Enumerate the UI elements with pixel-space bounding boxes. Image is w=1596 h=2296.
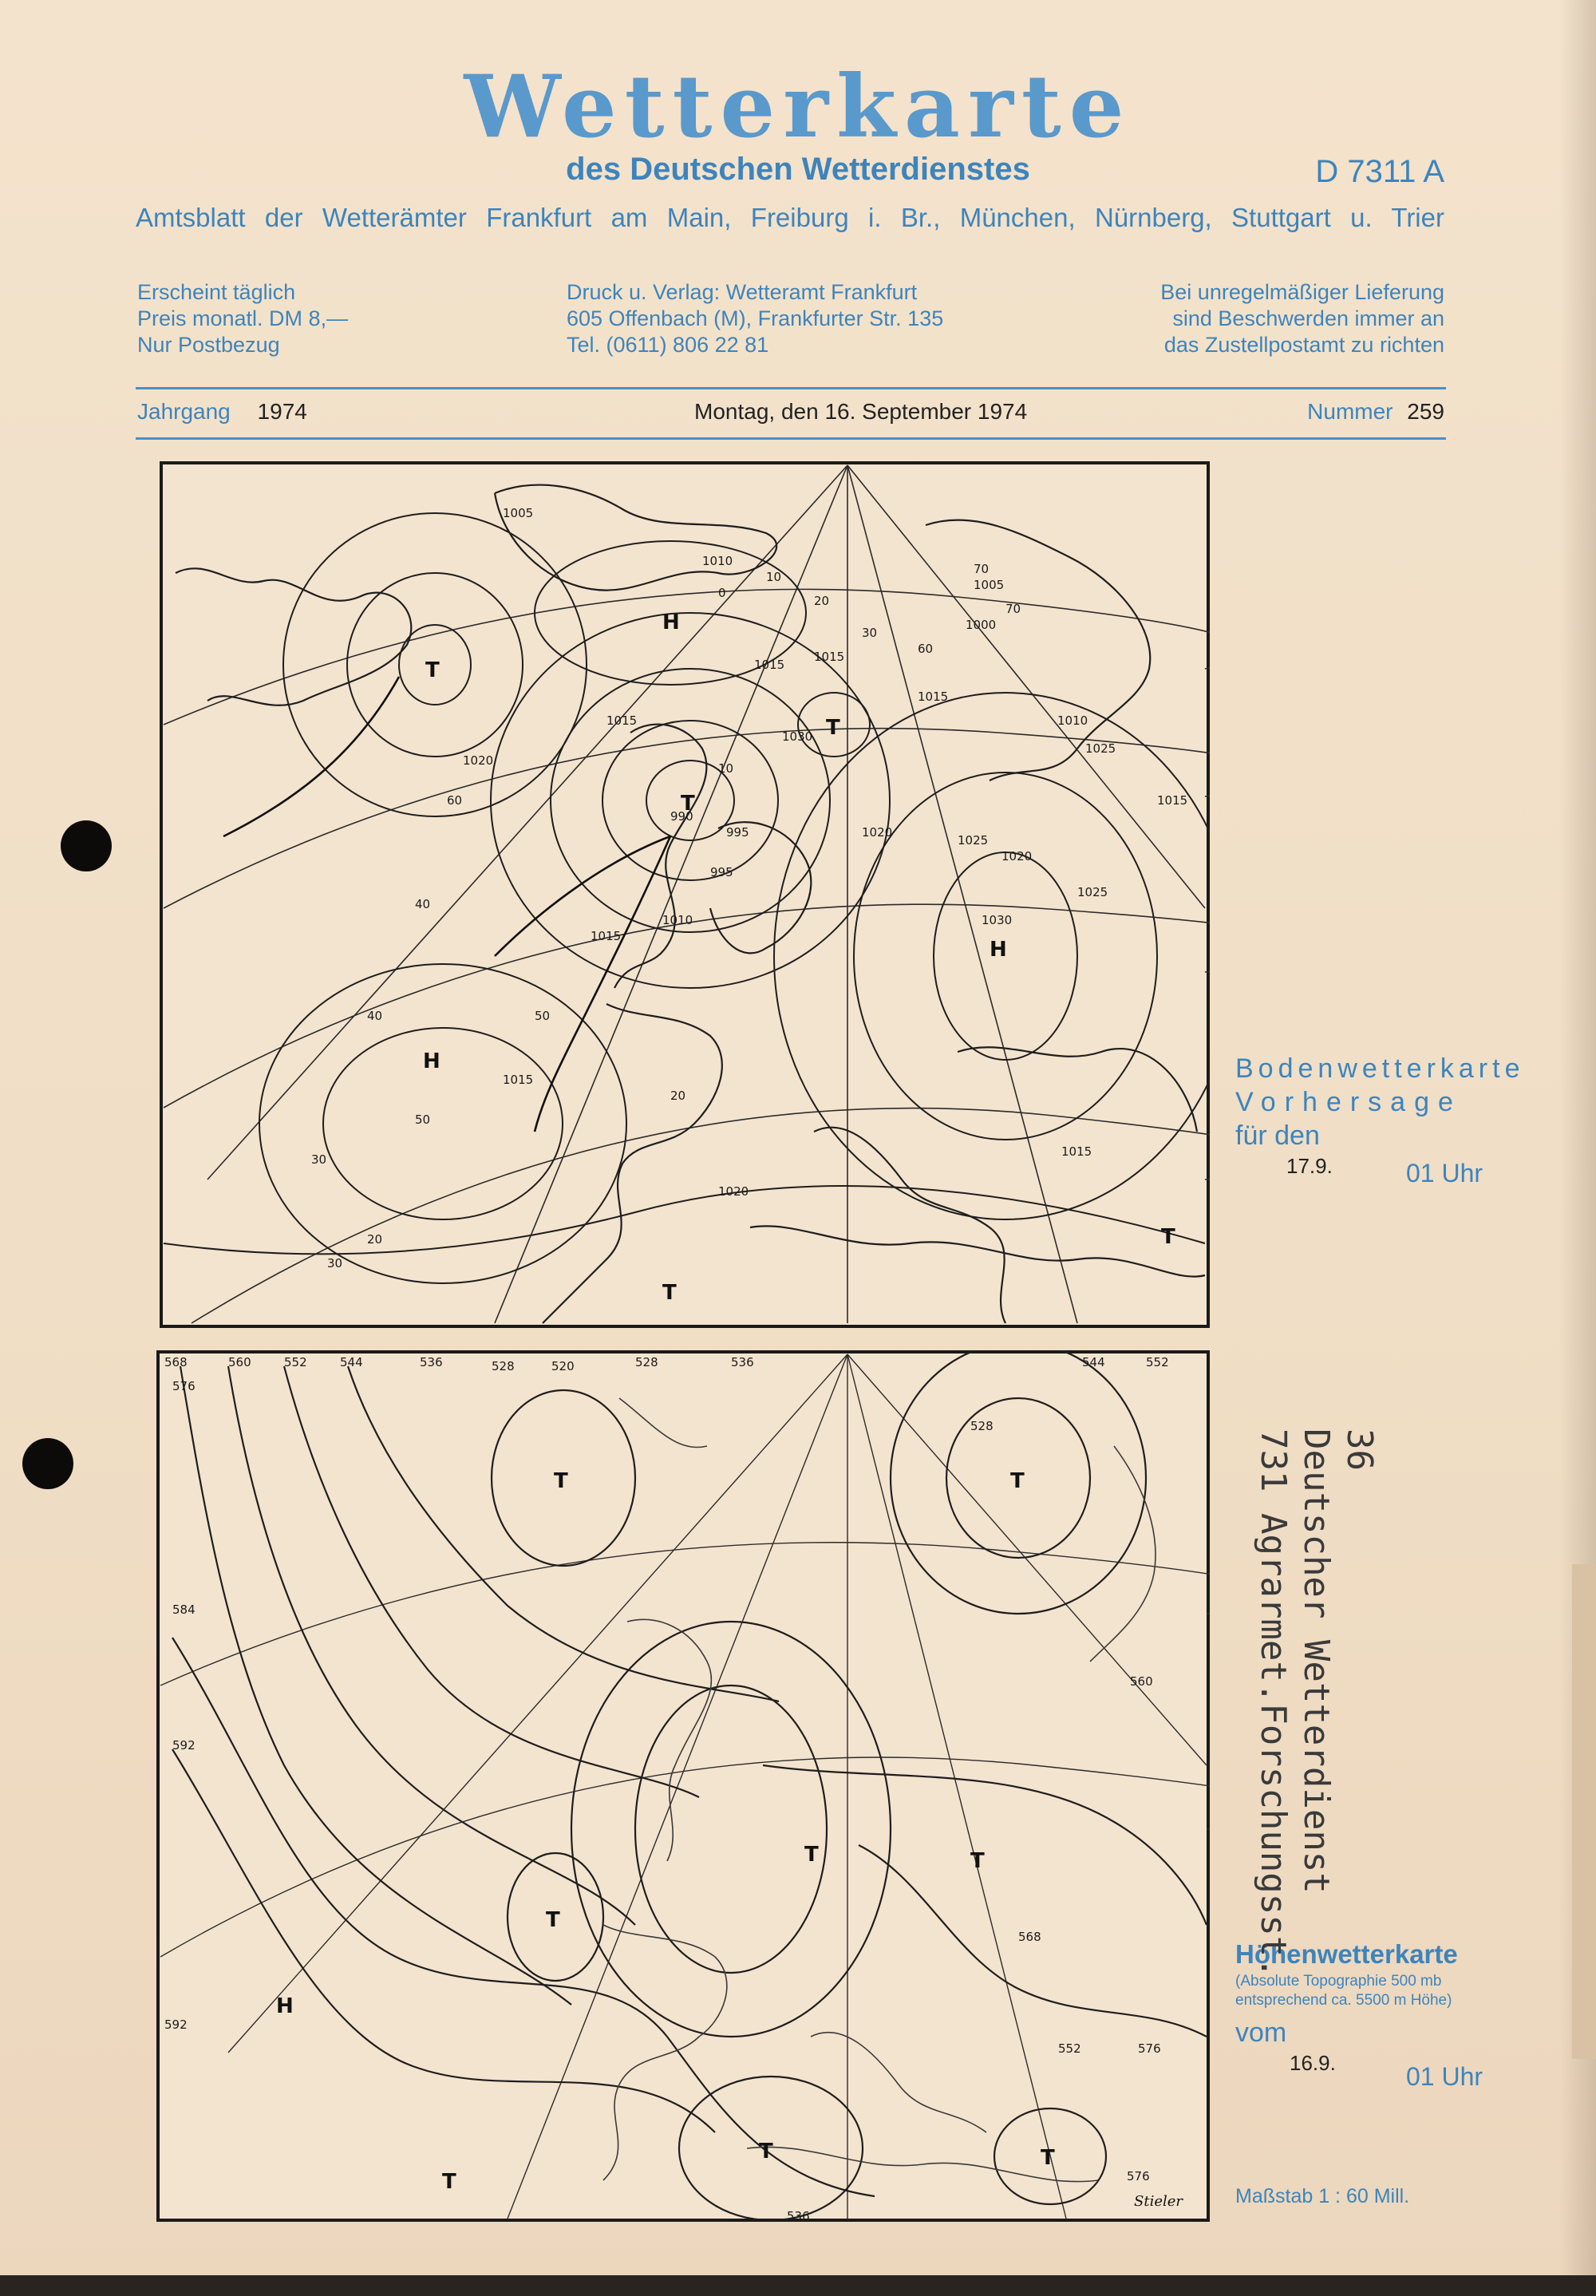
isobar-label: 1015 (918, 690, 949, 704)
upper-coastlines (603, 1398, 1156, 2182)
isobar-label: 1015 (1061, 1144, 1092, 1159)
surface-map (160, 461, 1210, 1328)
punch-hole (22, 1438, 73, 1489)
grid-label: 50 (415, 1112, 431, 1127)
isobar-label: 1015 (1157, 793, 1188, 808)
contour-label: 528 (492, 1359, 515, 1373)
upper-map-frame (158, 1352, 1208, 2220)
contour-label: 536 (731, 1355, 754, 1369)
isobar-label: 1010 (702, 554, 733, 568)
low-pressure-label: T (1041, 2146, 1055, 2170)
grid-label: 30 (311, 1152, 327, 1167)
info-right-line: Bei unregelmäßiger Lieferung (1160, 280, 1444, 304)
surface-caption-for-label: für den (1235, 1120, 1320, 1151)
contour-label: 528 (970, 1419, 994, 1433)
stamp-line2: 731 Agrarmet.Forschungsst. (1253, 1429, 1294, 1978)
map-signature: Stieler (1134, 2193, 1183, 2210)
isobar-label: 995 (710, 865, 733, 879)
surface-caption-date: 17.9. (1286, 1154, 1333, 1178)
jahrgang-value: 1974 (257, 399, 307, 424)
grid-label: 70 (974, 562, 990, 576)
isobar-label: 1005 (503, 506, 534, 520)
isobar-label: 1010 (662, 913, 693, 927)
low-pressure-label: T (546, 1908, 560, 1932)
isobar-label: 1015 (503, 1073, 534, 1087)
info-right-line: sind Beschwerden immer an (1172, 306, 1444, 330)
isobar-label: 1020 (862, 825, 893, 840)
nummer (1285, 399, 1444, 425)
low-pressure-label: T (425, 658, 440, 682)
low-pressure-label: T (826, 716, 840, 740)
grid-label: 10 (766, 570, 782, 584)
grid-label: 40 (415, 897, 431, 911)
info-right (1133, 279, 1444, 358)
low-pressure-label: T (1010, 1469, 1025, 1493)
contour-label: 552 (284, 1355, 307, 1369)
grid-label: 70 (1005, 602, 1021, 616)
surface-coastlines (176, 485, 1205, 1323)
isobar-label: 990 (670, 809, 693, 824)
contour-label: 576 (172, 1379, 196, 1393)
surface-caption-title: Bodenwetterkarte (1235, 1053, 1525, 1084)
low-pressure-label: T (662, 1281, 677, 1305)
grid-label: 50 (535, 1009, 551, 1023)
upper-air-map-svg (156, 1350, 1210, 2222)
grid-label: 60 (918, 642, 934, 656)
top-rule (136, 387, 1446, 389)
upper-graticule (160, 1354, 1210, 2219)
amtsblatt-line: Amtsblatt der Wetterämter Frankfurt am Main, Freiburg i. Br., München, Nürnberg, Stuttgart u. Trier (136, 203, 1444, 232)
isobar-label: 1015 (606, 713, 638, 728)
upper-pressure-centers (276, 1469, 1055, 2194)
jahrgang (137, 399, 307, 425)
map-scale: Maßstab 1 : 60 Mill. (1235, 2185, 1410, 2207)
info-right-line: das Zustellpostamt zu richten (1163, 333, 1444, 357)
surface-caption-time: 01 Uhr (1406, 1159, 1483, 1188)
upper-caption-time: 01 Uhr (1406, 2062, 1483, 2091)
isobar-label: 1025 (1085, 741, 1116, 756)
grid-label: 60 (447, 793, 463, 808)
low-pressure-label: T (970, 1849, 985, 1873)
upper-caption-note2: entsprechend ca. 5500 m Höhe) (1235, 1992, 1452, 2009)
info-center-line: Druck u. Verlag: Wetteramt Frankfurt (567, 280, 918, 304)
low-pressure-label: T (554, 1469, 568, 1493)
isobar-label: 1030 (782, 729, 813, 744)
contour-label: 544 (340, 1355, 363, 1369)
info-center-line: Tel. (0611) 806 22 81 (567, 333, 769, 357)
info-center-line: 605 Offenbach (M), Frankfurter Str. 135 (567, 306, 944, 330)
isobar-label: 1010 (1057, 713, 1088, 728)
isobar-label: 1000 (966, 618, 997, 632)
contour-label: 552 (1146, 1355, 1169, 1369)
contour-label: 544 (1082, 1355, 1105, 1369)
issue-date (694, 399, 1109, 425)
isobar-label: 1020 (463, 753, 494, 768)
info-left-line: Nur Postbezug (137, 333, 280, 357)
stamp-line1: Deutscher Wetterdienst (1296, 1429, 1337, 1894)
grid-label: 0 (718, 586, 726, 600)
scan-bottom-band (0, 2275, 1596, 2296)
isobar-label: 1015 (591, 929, 622, 943)
punch-hole (61, 820, 112, 871)
low-pressure-label: T (681, 792, 695, 816)
surface-caption-subtitle: Vorhersage (1235, 1087, 1462, 1117)
surface-map-svg (160, 461, 1210, 1328)
surface-map-frame (161, 463, 1208, 1326)
contour-label: 592 (172, 1738, 196, 1753)
masthead-title: Wetterkarte (464, 57, 1132, 157)
upper-caption-note1: (Absolute Topographie 500 mb (1235, 1973, 1442, 1990)
contour-label: 568 (164, 1355, 188, 1369)
grid-label: 30 (327, 1256, 343, 1271)
masthead-subtitle: des Deutschen Wetterdienstes (566, 152, 1030, 187)
grid-label: 30 (862, 626, 878, 640)
isobar-label: 1020 (1001, 849, 1033, 863)
upper-air-map (156, 1350, 1210, 2222)
publication-code: D 7311 A (1315, 154, 1444, 189)
isobar-label: 1020 (718, 1184, 749, 1199)
upper-contours (172, 1350, 1207, 2220)
upper-caption-title: Höhenwetterkarte (1235, 1939, 1458, 1969)
grid-label: 20 (670, 1089, 686, 1103)
low-pressure-label: T (1161, 1225, 1175, 1249)
info-left-line: Preis monatl. DM 8,— (137, 306, 349, 330)
low-pressure-label: T (759, 2140, 773, 2164)
grid-label: 10 (718, 761, 734, 776)
jahrgang-label: Jahrgang (137, 399, 231, 424)
isobar-label: 1005 (974, 578, 1005, 592)
nummer-value: 259 (1407, 399, 1444, 424)
contour-label: 520 (551, 1359, 575, 1373)
info-center (567, 279, 1013, 358)
contour-label: 560 (1130, 1674, 1153, 1689)
issue-date-text: Montag, den 16. September 1974 (694, 399, 1028, 424)
contour-label: 552 (1058, 2041, 1081, 2056)
contour-label: 576 (1127, 2169, 1150, 2183)
contour-label: 536 (420, 1355, 443, 1369)
isobar-label: 1015 (814, 650, 845, 664)
contour-label: 560 (228, 1355, 251, 1369)
stamp-number: 36 (1339, 1429, 1380, 1471)
isobar-label: 1025 (1077, 885, 1108, 899)
info-left (137, 279, 472, 358)
contour-label: 528 (635, 1355, 658, 1369)
low-pressure-label: T (442, 2170, 456, 2194)
isobar-label: 1030 (982, 913, 1013, 927)
upper-caption-vom-label: vom (1235, 2017, 1287, 2048)
grid-label: 20 (814, 594, 830, 608)
contour-label: 584 (172, 1602, 196, 1617)
info-left-line: Erscheint täglich (137, 280, 296, 304)
contour-label: 576 (1138, 2041, 1161, 2056)
rubber-stamp (1251, 1429, 1381, 1978)
grid-label: 40 (367, 1009, 383, 1023)
high-pressure-label: H (276, 1994, 294, 2018)
isobar-label: 1025 (958, 833, 989, 848)
nummer-label: Nummer (1307, 399, 1393, 424)
contour-label: 592 (164, 2017, 188, 2032)
contour-label: 568 (1018, 1930, 1041, 1944)
upper-caption-date: 16.9. (1290, 2051, 1336, 2075)
bottom-rule (136, 437, 1446, 440)
grid-label: 20 (367, 1232, 383, 1247)
contour-label: 536 (787, 2209, 810, 2222)
surface-graticule (164, 465, 1210, 1323)
high-pressure-label: H (423, 1049, 440, 1073)
isobar-label: 995 (726, 825, 749, 840)
low-pressure-label: T (804, 1843, 819, 1867)
isobar-label: 1015 (754, 658, 785, 672)
high-pressure-label: H (662, 611, 680, 634)
high-pressure-label: H (990, 938, 1007, 962)
surface-isobars (164, 513, 1210, 1283)
paper-tear (1572, 1564, 1596, 2059)
